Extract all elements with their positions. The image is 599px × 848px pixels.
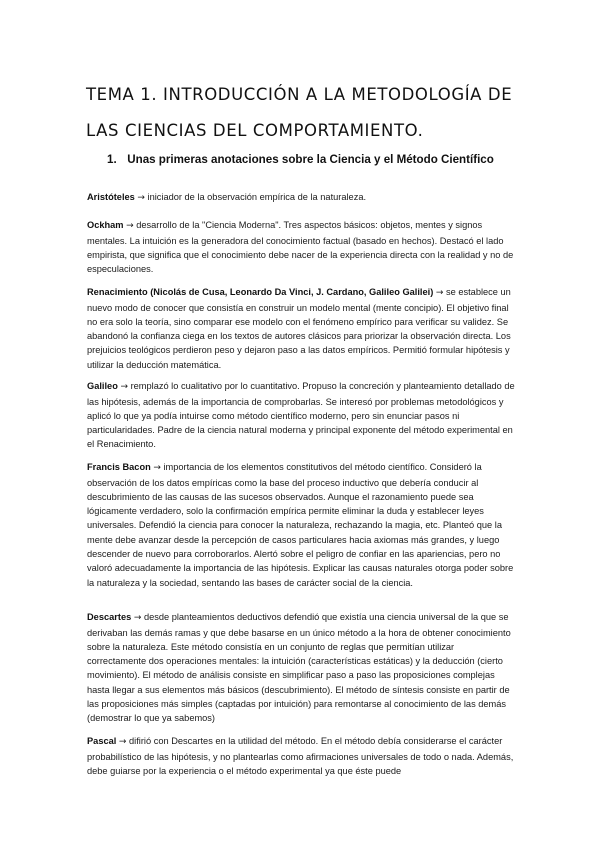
arrow-icon: →: [126, 221, 134, 232]
paragraph-text: se establece un nuevo modo de conocer que consistía en construir un modelo mental (mente concipio). El objetivo final no era solo la teoría, sino comparar ese modelo con el fenómeno empírico para verificar su validez. Se abandonó la confianza ciega en los textos de autores clásicos para priorizar la observación directa. Los prejuicios teológicos perdieron peso y dejaron paso a las datos empíricos. Permitió formular hipótesis y utilizar la deducción matemática.: [87, 287, 511, 370]
arrow-icon: →: [153, 463, 161, 474]
paragraph-descartes: [87, 610, 515, 725]
paragraph-text: desarrollo de la "Ciencia Moderna". Tres aspectos básicos: objetos, mentes y signos mentales. La intuición es la generadora del conocimiento factual (basado en hechos). Destacó el lado empirista, que significa que el conocimiento debe nacer de la experiencia directa con la realidad y no de especulaciones.: [87, 220, 514, 275]
arrow-icon: →: [133, 613, 142, 624]
paragraph-lead: Pascal: [87, 736, 117, 747]
paragraph-lead: Aristóteles: [87, 192, 135, 203]
paragraph-galileo: [87, 379, 515, 451]
paragraph-ockham: [87, 218, 515, 276]
arrow-icon: →: [118, 737, 127, 748]
paragraph-pascal: [87, 734, 515, 778]
arrow-icon: →: [137, 193, 145, 204]
section-number: 1.: [107, 153, 117, 166]
paragraph-text: desde planteamientos deductivos defendió que existía una ciencia universal de la que se derivaban las demás ramas y que debe basarse en un único método a la hora de obtener conocimiento sobre la naturaleza. Este método consistía en un conjunto de reglas que permitían utilizar correctamente dos operaciones mentales: la intuición (características estáticas) y la deducción (cierto movimiento). El método de análisis consiste en simplificar paso a paso las proposiciones complejas hasta llegar a sus elementos más básicos (descubrimiento). El método de síntesis consiste en partir de las proposiciones más simples (captadas por intuición) para remontarse al conocimiento de las demás (demostrar lo que ya sabemos): [87, 612, 511, 724]
paragraph-text: difirió con Descartes en la utilidad del método. En el método debía considerarse el carácter probabilístico de las hipótesis, y no plantearlas como afirmaciones universales de todo o nada. Además, debe guiarse por la experiencia o el método experimental ya que éste puede: [87, 736, 514, 776]
paragraph-lead: Galileo: [87, 381, 118, 392]
paragraph-renacimiento: [87, 285, 515, 372]
paragraph-aristoteles: [87, 190, 515, 205]
paragraph-text: importancia de los elementos constitutivos del método científico. Consideró la observación de los datos empíricas como la base del proceso inductivo que debería conducir al descubrimiento de las causas de las sucesos observados. Aunque el razonamiento puede sea lógicamente verdadero, solo la confirmación empírica permite eliminar la duda y establecer leyes universales. Defendió la ciencia para conocer la naturaleza, rechazando la magia, etc. Planteó que la mente debe avanzar desde la percepción de casos particulares hacia axiomas más grandes, y luego descender de nuevo para corroborarlos. Alertó sobre el peligro de confiar en las apariencias, pero no valoró adecuadamente la importancia de las hipótesis. Explicar las causas naturales otorga poder sobre la naturaleza y la sociedad, sentando las bases de carácter social de la ciencia.: [87, 462, 514, 588]
paragraph-lead: Descartes: [87, 612, 132, 623]
paragraph-lead: Francis Bacon: [87, 462, 151, 473]
paragraph-text: iniciador de la observación empírica de la naturaleza.: [147, 192, 367, 203]
paragraph-lead: Renacimiento (Nicolás de Cusa, Leonardo Da Vinci, J. Cardano, Galileo Galilei): [87, 287, 434, 298]
page-title: TEMA 1. INTRODUCCIÓN A LA METODOLOGÍA DE LAS CIENCIAS DEL COMPORTAMIENTO.: [86, 85, 513, 141]
section-heading-text: Unas primeras anotaciones sobre la Ciencia y el Método Científico: [127, 153, 494, 166]
section-heading: [107, 153, 527, 166]
paragraph-lead: Ockham: [87, 220, 124, 231]
paragraph-francis-bacon: [87, 460, 515, 590]
arrow-icon: →: [435, 288, 444, 299]
paragraph-text: remplazó lo cualitativo por lo cuantitativo. Propuso la concreción y planteamiento detallado de las hipótesis, además de la importancia de comprobarlas. Se interesó por problemas metodológicos y aplicó lo que ya podía intuirse como método científico moderno, pero sin enunciar pasos ni particularidades. Padre de la ciencia natural moderna y principal exponente del método experimental en el Renacimiento.: [87, 381, 515, 450]
arrow-icon: →: [120, 382, 128, 393]
